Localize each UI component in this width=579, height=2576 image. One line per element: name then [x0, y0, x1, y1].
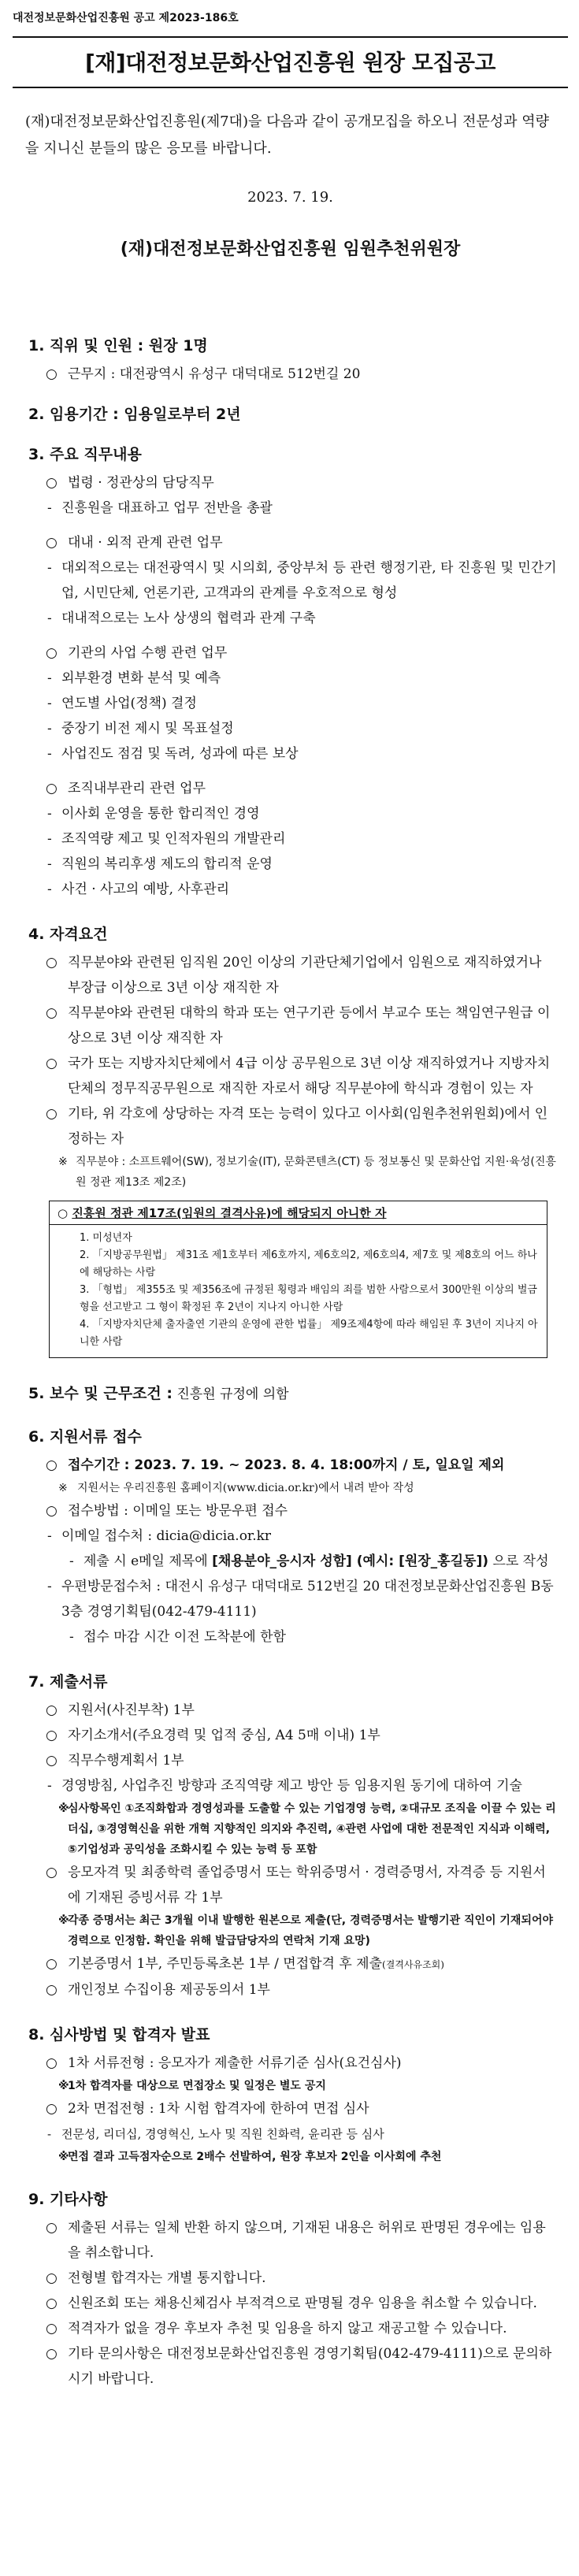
section-9-heading: 9. 기타사항	[28, 2191, 108, 2208]
list-item: - 우편방문접수처 : 대전시 유성구 대덕대로 512번길 20 대전정보문화산업진흥원 B동 3층 경영기획팀(042-479-4111)	[13, 1574, 557, 1624]
box-heading: ○ 진흥원 정관 제17조(임원의 결격사유)에 해당되지 아니한 자	[50, 1201, 547, 1225]
list-item: ○ 직무분야와 관련된 대학의 학과 또는 연구기관 등에서 부교수 또는 책임연구원급 이상으로 3년 이상 재직한 자	[13, 1000, 557, 1051]
list-item: ○ 직무수행계획서 1부	[13, 1748, 557, 1773]
note: ※ 직무분야 : 소프트웨어(SW), 정보기술(IT), 문화콘텐츠(CT) 등 정보통신 및 문화산업 지원·육성(진흥원 정관 제13조 제2조)	[13, 1152, 557, 1193]
list-item: - 조직역량 제고 및 인적자원의 개발관리	[13, 826, 557, 852]
list-item: ○ 전형별 합격자는 개별 통지합니다.	[13, 2266, 557, 2291]
notice-number: 대전정보문화산업진흥원 공고 제2023-186호	[13, 12, 239, 24]
list-item: - 외부환경 변화 분석 및 예측	[13, 666, 557, 691]
list-item: ○ 기관의 사업 수행 관련 업무	[13, 640, 557, 666]
signature: (재)대전정보문화산업진흥원 임원추천위원장	[120, 239, 461, 259]
list-item: - 이메일 접수처 : dicia@dicia.or.kr	[13, 1524, 557, 1549]
list-item: ○ 응모자격 및 최종학력 졸업증명서 또는 학위증명서 · 경력증명서, 자격증 등 지원서에 기재된 증빙서류 각 1부	[13, 1860, 557, 1910]
list-item: - 접수 마감 시간 이전 도착분에 한함	[13, 1624, 557, 1650]
list-item: - 사건 · 사고의 예방, 사후관리	[13, 877, 557, 902]
section-4-heading: 4. 자격요건	[28, 926, 108, 943]
section-7-heading: 7. 제출서류	[28, 1673, 108, 1691]
list-item: ○ 제출된 서류는 일체 반환 하지 않으며, 기재된 내용은 허위로 판명된 경우에는 임용을 취소합니다.	[13, 2215, 557, 2266]
note: ※ 각종 증명서는 최근 3개월 이내 발행한 원본으로 제출(단, 경력증명서는 발행기관 직인이 기재되어야 경력으로 인정함. 확인을 위해 발급담당자의 연락처 기재 요망)	[13, 1910, 557, 1951]
list-item: ○ 적격자가 없을 경우 후보자 추천 및 임용을 하지 않고 재공고할 수 있습니다.	[13, 2316, 557, 2341]
section-5-heading: 5. 보수 및 근무조건 : 진흥원 규정에 의함	[28, 1385, 289, 1402]
note: ※ 지원서는 우리진흥원 홈페이지(www.dicia.or.kr)에서 내려 받아 작성	[13, 1478, 557, 1498]
list-item: 1. 미성년자	[80, 1232, 132, 1244]
list-item: ○ 대내 · 외적 관계 관련 업무	[13, 530, 557, 555]
list-item: ○ 조직내부관리 관련 업무	[13, 776, 557, 801]
list-item: ○ 근무지 : 대전광역시 유성구 대덕대로 512번길 20	[13, 362, 557, 387]
disqualification-list	[50, 1225, 547, 1357]
list-item: ○ 1차 서류전형 : 응모자가 제출한 서류기준 심사(요건심사)	[13, 2051, 557, 2076]
disqualification-box	[49, 1201, 547, 1358]
list-item: ○ 지원서(사진부착) 1부	[13, 1698, 557, 1723]
section-2-heading: 2. 임용기간 : 임용일로부터 2년	[28, 406, 241, 423]
list-item: - 대내적으로는 노사 상생의 협력과 관계 구축	[13, 606, 557, 631]
list-item: 2. 「지방공무원법」 제31조 제1호부터 제6호까지, 제6호의2, 제6호의4, 제7호 및 제8호의 어느 하나에 해당하는 사람	[80, 1249, 537, 1279]
list-item: - 경영방침, 사업추진 방향과 조직역량 제고 방안 등 임용지원 동기에 대하여 기술	[13, 1773, 557, 1798]
list-item: ○ 법령 · 정관상의 담당직무	[13, 470, 557, 496]
list-item: ○ 개인정보 수집이용 제공동의서 1부	[13, 1977, 557, 2003]
application-period: ○ 접수기간 : 2023. 7. 19. ~ 2023. 8. 4. 18:00까지 / 토, 일요일 제외	[13, 1453, 557, 1478]
list-item: 3. 「형법」 제355조 및 제356조에 규정된 횡령과 배임의 죄를 범한 사람으로서 300만원 이상의 벌금형을 선고받고 그 형이 확정된 후 2년이 지나지 아니한 사람	[80, 1284, 537, 1313]
list-item: ○ 2차 면접전형 : 1차 시험 합격자에 한하여 면접 심사	[13, 2096, 557, 2121]
note: ※ 심사항목인 ①조직화합과 경영성과를 도출할 수 있는 기업경영 능력, ②대규모 조직을 이끌 수 있는 리더십, ③경영혁신을 위한 개혁 지향적인 의지와 추진력, ④관련 사업에 대한 전문적인 지식과 이해력, ⑤기업성과 공익성을 조화시킬 수 있는 능력 등 포함	[13, 1798, 557, 1860]
section-3-heading: 3. 주요 직무내용	[28, 446, 142, 463]
list-item: ○ 국가 또는 지방자치단체에서 4급 이상 공무원으로 3년 이상 재직하였거나 지방자치단체의 정무직공무원으로 재직한 자로서 해당 직무분야에 학식과 경험이 있는 자	[13, 1051, 557, 1101]
list-item: - 직원의 복리후생 제도의 합리적 운영	[13, 852, 557, 877]
list-item: - 대외적으로는 대전광역시 및 시의회, 중앙부처 등 관련 행정기관, 타 진흥원 및 민간기업, 시민단체, 언론기관, 고객과의 관계를 우호적으로 형성	[13, 555, 557, 606]
section-6-heading: 6. 지원서류 접수	[28, 1428, 142, 1446]
list-item: - 사업진도 점검 및 독려, 성과에 따른 보상	[13, 741, 557, 766]
notice-date: 2023. 7. 19.	[247, 189, 333, 206]
list-item: ○ 기본증명서 1부, 주민등록초본 1부 / 면접합격 후 제출(결격사유조회)	[13, 1951, 557, 1977]
page-title: [재]대전정보문화산업진흥원 원장 모집공고	[13, 36, 568, 88]
list-item: - 중장기 비전 제시 및 목표설정	[13, 716, 557, 741]
list-item: ○ 기타, 위 각호에 상당하는 자격 또는 능력이 있다고 이사회(임원추천위원회)에서 인정하는 자	[13, 1101, 557, 1152]
list-item: ○ 접수방법 : 이메일 또는 방문우편 접수	[13, 1498, 557, 1524]
section-1-heading: 1. 직위 및 인원 : 원장 1명	[28, 337, 208, 354]
note: ※ 면접 결과 고득점자순으로 2배수 선발하여, 원장 후보자 2인을 이사회에 추천	[13, 2147, 557, 2167]
list-item: ○ 기타 문의사항은 대전정보문화산업진흥원 경영기획팀(042-479-4111)으로 문의하시기 바랍니다.	[13, 2341, 557, 2392]
list-item: - 연도별 사업(정책) 결정	[13, 691, 557, 716]
list-item: - 진흥원을 대표하고 업무 전반을 총괄	[13, 496, 557, 521]
intro-paragraph: (재)대전정보문화산업진흥원(제7대)을 다음과 같이 공개모집을 하오니 전문성과 역량을 지니신 분들의 많은 응모를 바랍니다.	[25, 113, 550, 157]
list-item: - 이사회 운영을 통한 합리적인 경영	[13, 801, 557, 826]
list-item: - 전문성, 리더십, 경영혁신, 노사 및 직원 친화력, 윤리관 등 심사	[13, 2121, 557, 2147]
list-item: ○ 직무분야와 관련된 임직원 20인 이상의 기관단체기업에서 임원으로 재직하였거나 부장급 이상으로 3년 이상 재직한 자	[13, 950, 557, 1000]
section-8-heading: 8. 심사방법 및 합격자 발표	[28, 2026, 210, 2043]
note: ※ 1차 합격자를 대상으로 면접장소 및 일정은 별도 공지	[13, 2076, 557, 2096]
list-item: ○ 신원조회 또는 채용신체검사 부적격으로 판명될 경우 임용을 취소할 수 있습니다.	[13, 2291, 557, 2316]
list-item: ○ 자기소개서(주요경력 및 업적 중심, A4 5매 이내) 1부	[13, 1723, 557, 1748]
list-item: 4. 「지방자치단체 출자출연 기관의 운영에 관한 법률」 제9조제4항에 따라 해임된 후 3년이 지나지 아니한 사람	[80, 1319, 538, 1348]
list-item: - 제출 시 e메일 제목에 [채용분야_응시자 성함] (예시: [원장_홍길동]) 으로 작성	[13, 1549, 557, 1574]
